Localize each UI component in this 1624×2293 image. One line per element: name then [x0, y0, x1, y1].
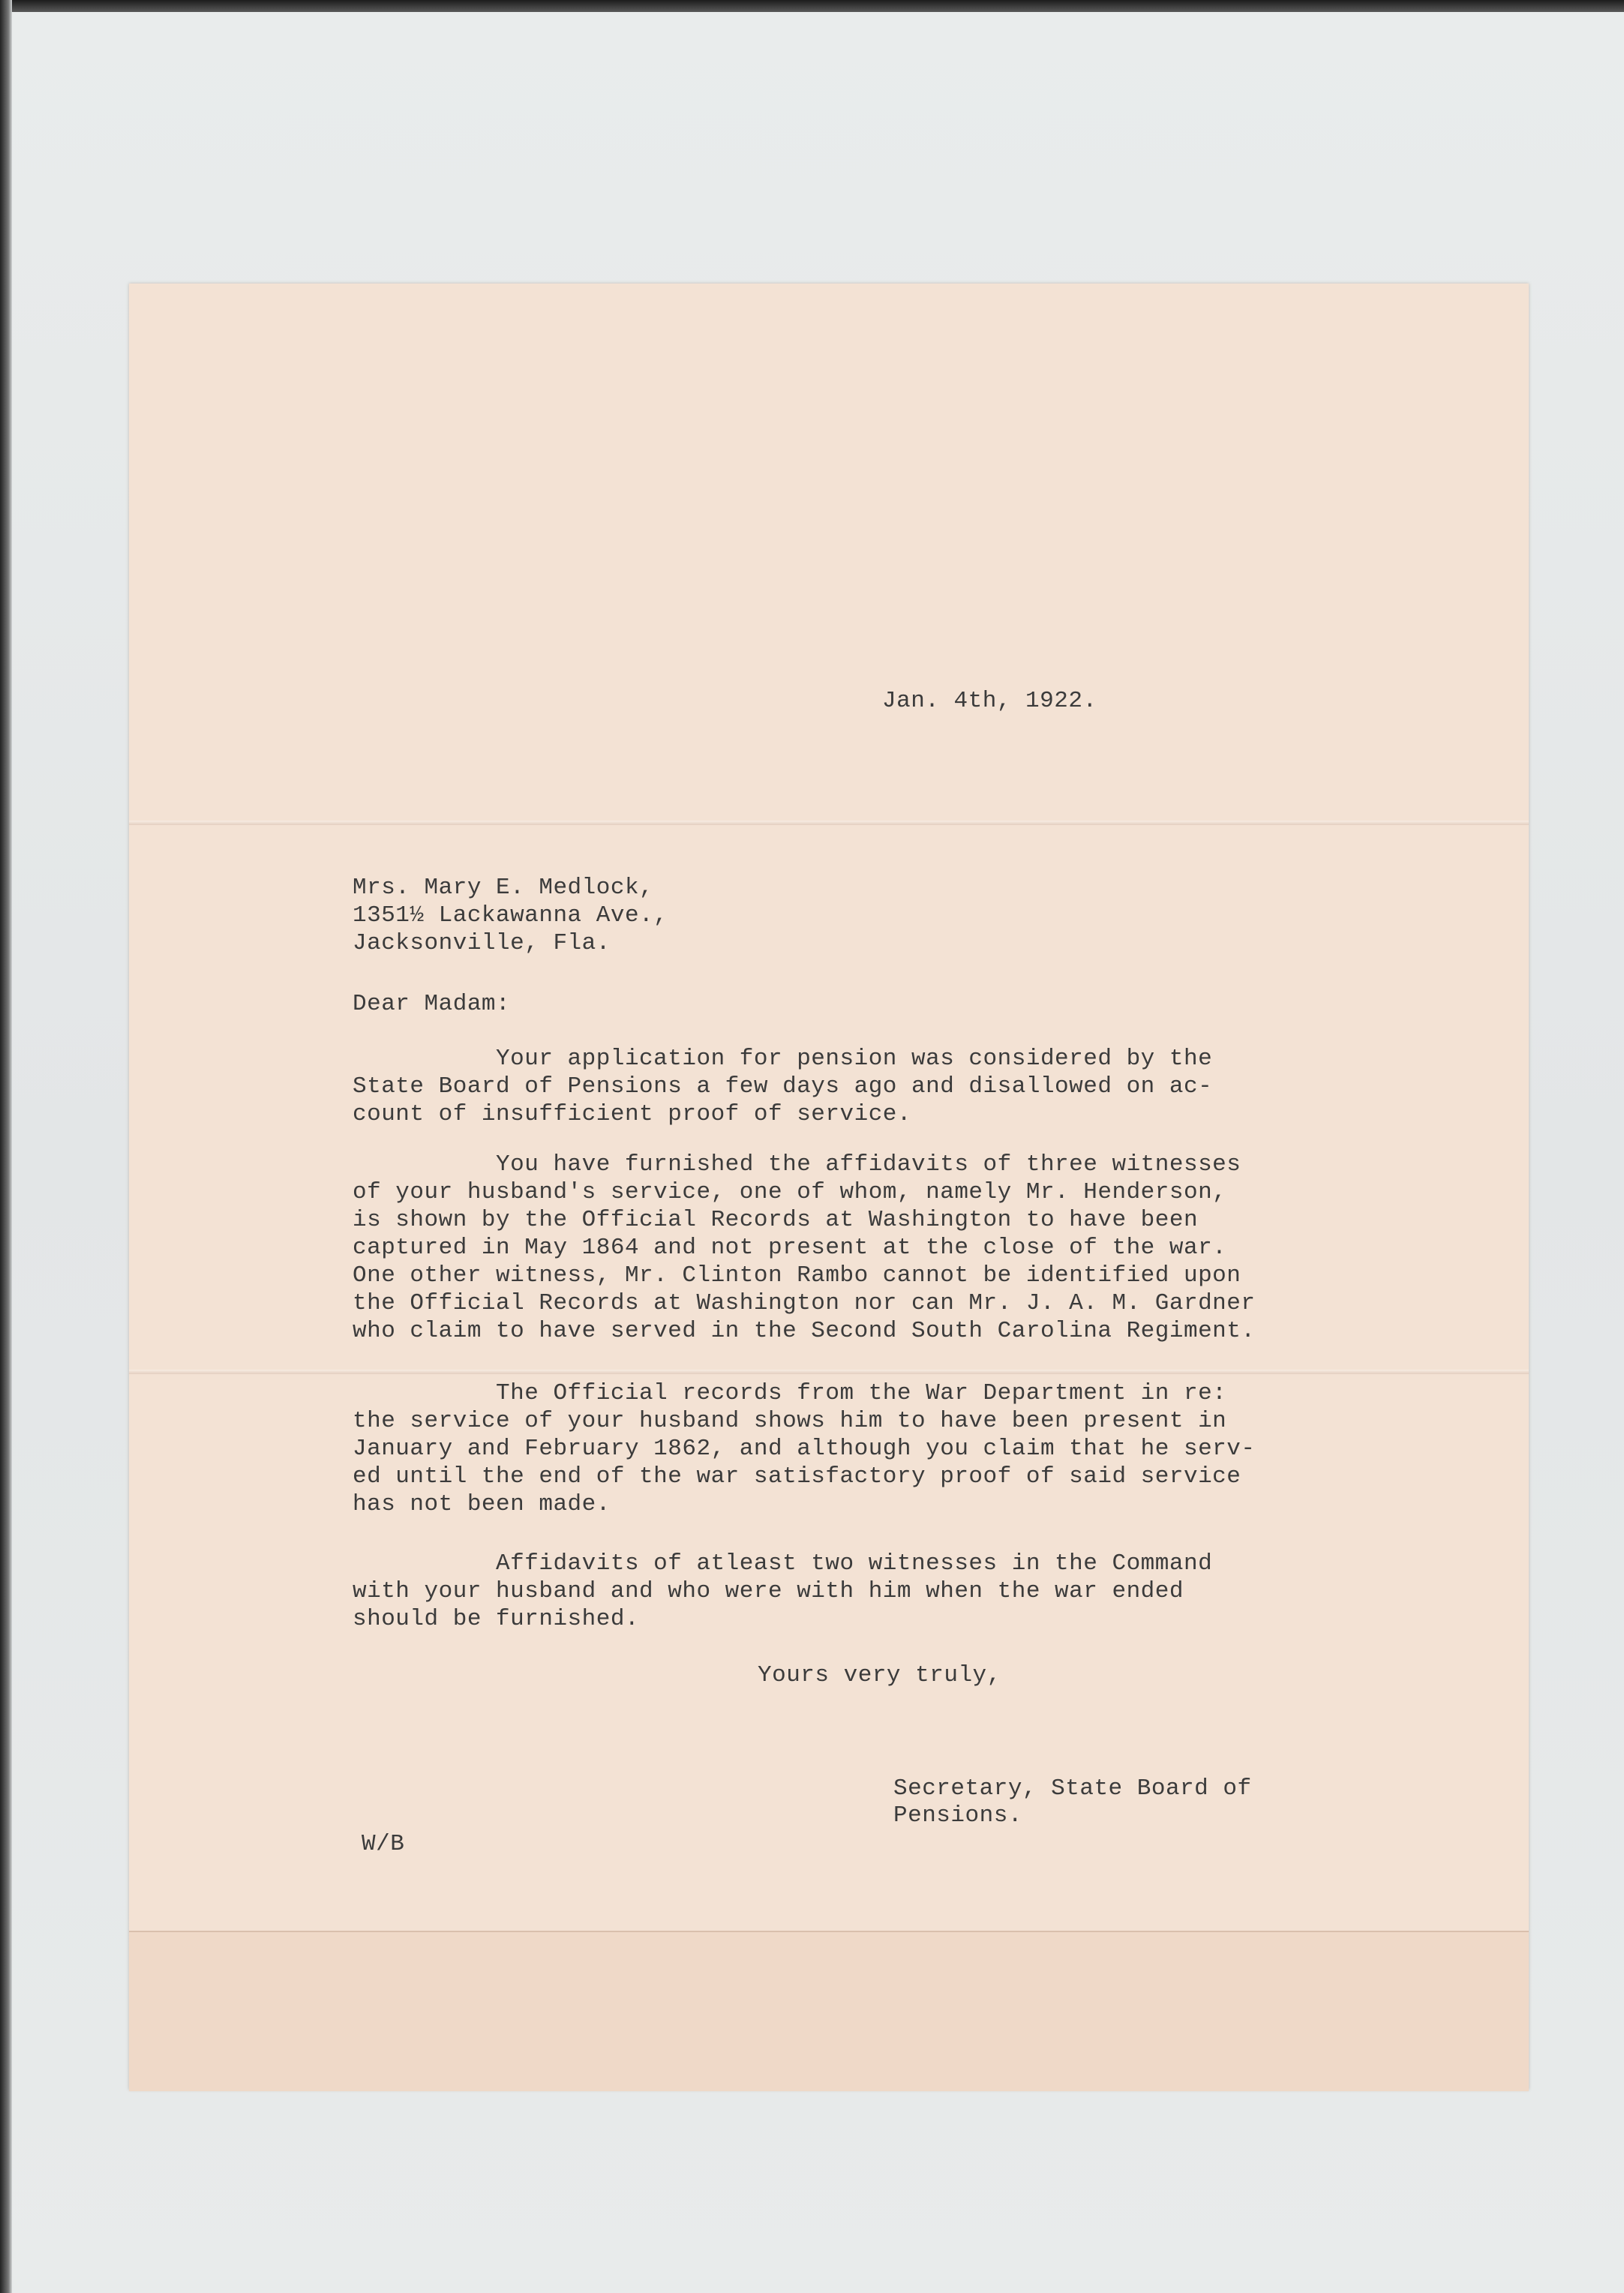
- recipient-city: Jacksonville, Fla.: [353, 930, 611, 956]
- letter-date: Jan. 4th, 1922.: [882, 688, 1097, 714]
- body-paragraph: The Official records from the War Department in re: the service of your husband shows him to have been present in January and February 1862, and although you claim that he serv- ed until the end of the war satisfactory proof of said service has not been made.: [353, 1380, 1256, 1517]
- signature-title-continued: Pensions.: [893, 1802, 1022, 1829]
- scanner-edge-left: [0, 0, 12, 2293]
- paper-bottom-strip: [129, 1931, 1529, 2091]
- body-paragraph: Your application for pension was considered by the State Board of Pensions a few days ago and disallowed on ac- count of insufficient proof of service.: [353, 1046, 1213, 1127]
- body-paragraph: Affidavits of atleast two witnesses in the Command with your husband and who were with him when the war ended should be furnished.: [353, 1550, 1213, 1632]
- paper-fold-line: [129, 1370, 1529, 1374]
- body-paragraph: You have furnished the affidavits of three witnesses of your husband's service, one of whom, namely Mr. Henderson, is shown by the Official Records at Washington to have been captured in May 1864 and not present at the close of the war. One other witness, Mr. Clinton Rambo cannot be identified upon the Official Records at Washington nor can Mr. J. A. M. Gardner who claim to have served in the Second South Carolina Regiment.: [353, 1151, 1256, 1344]
- paper-fold-line: [129, 821, 1529, 825]
- closing: Yours very truly,: [758, 1662, 1001, 1688]
- salutation: Dear Madam:: [353, 991, 511, 1017]
- scanner-edge-top: [0, 0, 1624, 12]
- typist-initials: W/B: [362, 1831, 405, 1857]
- recipient-name: Mrs. Mary E. Medlock,: [353, 875, 654, 901]
- letter-paper: [129, 284, 1529, 2090]
- signature-title: Secretary, State Board of: [893, 1775, 1252, 1802]
- recipient-street: 1351½ Lackawanna Ave.,: [353, 902, 668, 929]
